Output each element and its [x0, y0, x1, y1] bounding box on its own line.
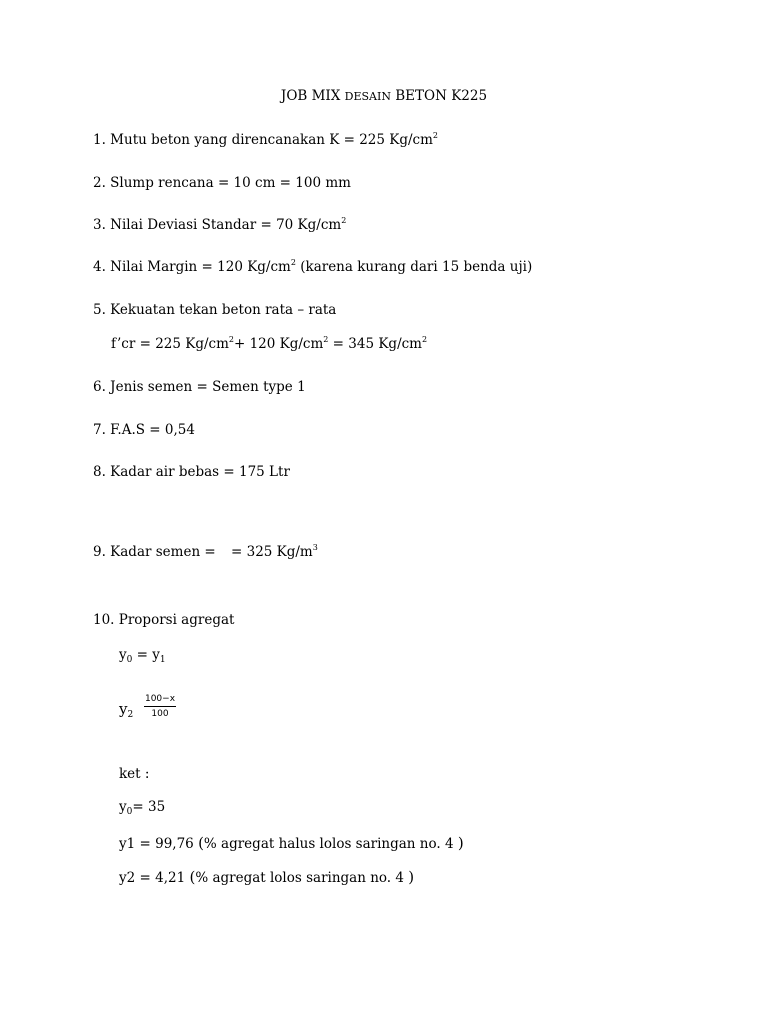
item-7 [93, 424, 195, 438]
superscript: 2 [341, 216, 347, 225]
superscript: 3 [312, 543, 318, 552]
formula-part: f’cr = 225 Kg/cm [111, 336, 229, 352]
item-6 [93, 381, 306, 395]
title-part-small: DESAIN [344, 90, 391, 103]
paren: ) [457, 834, 464, 852]
superscript: 2 [290, 258, 296, 267]
subscript: 0 [126, 807, 133, 817]
item-text: 7. F.A.S = 0,54 [93, 422, 195, 438]
item-8 [93, 466, 290, 480]
item-value: = 325 Kg/m [231, 544, 313, 560]
item-text: 4. Nilai Margin = 120 Kg/cm [93, 259, 291, 275]
note-text: % agregat lolos saringan no. 4 [195, 870, 409, 886]
document-title [0, 90, 768, 104]
superscript: 2 [228, 335, 234, 344]
subscript: 1 [159, 655, 166, 665]
var-y: y [119, 647, 127, 663]
item-3 [93, 216, 347, 233]
label-text: ket : [119, 766, 150, 782]
equation-y2 [119, 700, 134, 720]
item-1 [93, 131, 439, 148]
formula-part: + 120 Kg/cm [233, 336, 324, 352]
subscript: 2 [127, 710, 134, 720]
item-5 [93, 304, 336, 318]
ket-label [119, 768, 149, 782]
subscript: 0 [126, 655, 133, 665]
value-text: y2 = 4,21 [119, 870, 190, 886]
ket-y0 [119, 801, 165, 815]
title-part: BETON K225 [390, 88, 488, 104]
fraction [140, 694, 180, 719]
superscript: 2 [432, 131, 439, 140]
item-9 [93, 546, 216, 560]
eq-mid: = y [132, 647, 160, 663]
item-2 [93, 177, 351, 191]
item-text: 8. Kadar air bebas = 175 Ltr [93, 464, 290, 480]
item-text: 5. Kekuatan tekan beton rata – rata [93, 302, 337, 318]
equation-y0-y1 [119, 649, 166, 663]
formula-part: = 345 Kg/cm [328, 336, 422, 352]
paren: ( [198, 834, 204, 852]
item-text: 1. Mutu beton yang direncanakan K = 225 Kg/cm [93, 132, 433, 148]
item-text: 9. Kadar semen = [93, 544, 216, 560]
item-text: 10. Proporsi agregat [93, 612, 235, 628]
item-note: (karena kurang dari 15 benda uji) [295, 259, 533, 275]
var-y: y [119, 799, 127, 815]
paren: ) [408, 868, 415, 886]
title-part: JOB MIX [280, 88, 345, 104]
superscript: 2 [323, 335, 329, 344]
ket-y2 [119, 870, 414, 886]
item-9-value [231, 543, 318, 560]
ket-y1 [119, 836, 464, 852]
fraction-numerator: 100−x [144, 694, 176, 704]
item-text: 2. Slump rencana = 10 cm = 100 mm [93, 175, 351, 191]
var-y: y [119, 700, 128, 718]
item-5-formula [111, 335, 428, 352]
note-text: % agregat halus lolos saringan no. 4 [203, 836, 458, 852]
item-text: 3. Nilai Deviasi Standar = 70 Kg/cm [93, 217, 342, 233]
item-4 [93, 258, 533, 275]
value-text: = 35 [132, 799, 166, 815]
item-text: 6. Jenis semen = Semen type 1 [93, 379, 306, 395]
item-10 [93, 614, 234, 628]
fraction-denominator: 100 [151, 709, 169, 719]
superscript: 2 [421, 335, 428, 344]
value-text: y1 = 99,76 [119, 836, 199, 852]
paren: ( [189, 868, 196, 886]
